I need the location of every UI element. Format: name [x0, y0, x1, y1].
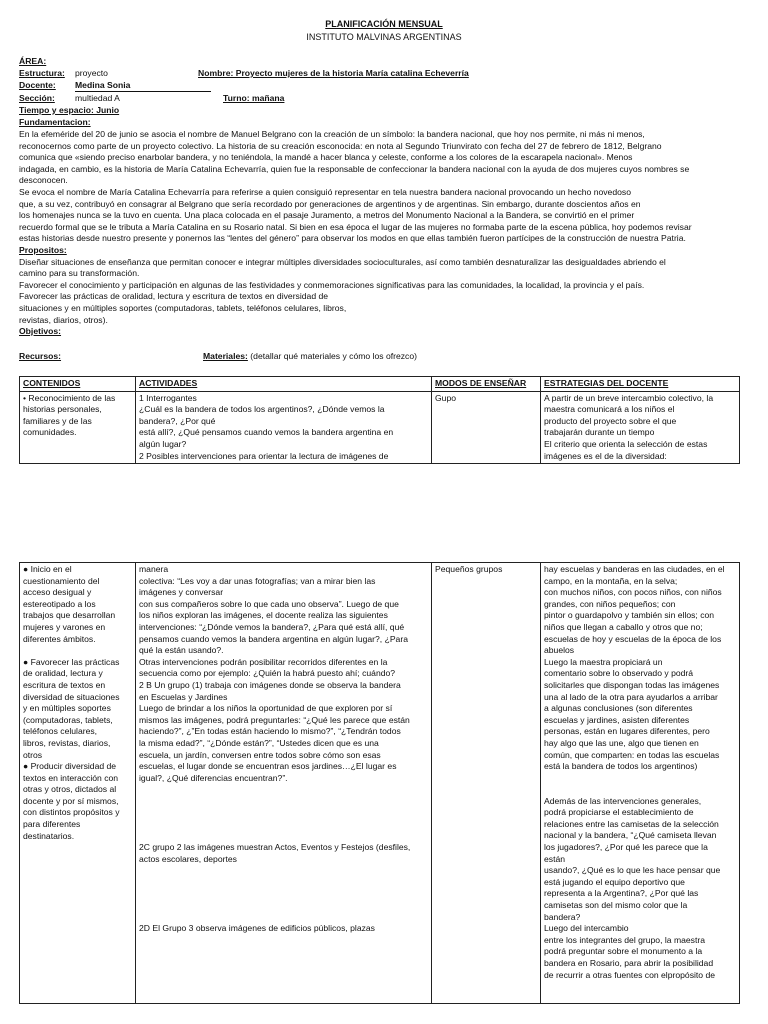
header-actividades: ACTIVIDADES — [136, 377, 432, 392]
area-label: ÁREA: — [19, 56, 47, 66]
estrategias-line: nacional y la bandera, “¿Qué camiseta llevan — [544, 830, 717, 841]
modos-cell: Gupo — [432, 391, 541, 464]
contenidos-line: con distintos propósitos y — [23, 807, 120, 818]
contenidos-line: mujeres y varones en — [23, 621, 106, 632]
estrategias-line: camisetas son del mismo color que la — [544, 900, 688, 911]
estrategias-line: de recurrir a otras fuentes con elpropósito de — [544, 969, 716, 980]
estrategias-line: escuelas y jardines, asisten diferentes — [544, 714, 690, 725]
materiales-label: Materiales: — [203, 351, 248, 361]
actividades-line: 2C grupo 2 las imágenes muestran Actos, Eventos y Festejos (desfiles, — [139, 842, 411, 853]
contenidos-line: textos en interacción con — [23, 772, 119, 783]
fundamentacion-line: comunica que «siendo preciso enarbolar bandera, y no teniéndola, la mandé a hacer blanca y celeste, conforme a los colores de la escarapela nacional». Menos — [19, 152, 633, 163]
seccion-label: Sección: — [19, 93, 55, 103]
actividades-line: 2 Posibles intervenciones para orientar la lectura de imágenes de — [139, 450, 389, 461]
estrategias-line: hay algo que las une, algo que tienen en — [544, 737, 699, 748]
estrategias-line: escuelas de hoy y escuelas de la época de los — [544, 633, 722, 644]
estrategias-line: entre los integrantes del grupo, la maestra — [544, 934, 705, 945]
actividades-line: los niños exploran las imágenes, el docente realiza las siguientes — [139, 610, 388, 621]
actividades-line: ¿Cuál es la bandera de todos los argentinos?, ¿Dónde vemos la — [139, 404, 385, 415]
actividades-line: secuencia como por ejemplo: ¿Quién la habrá puesto ahí; cuándo? — [139, 668, 396, 679]
estrategias-line: producto del proyecto sobre el que — [544, 415, 677, 426]
header-contenidos: CONTENIDOS — [20, 377, 136, 392]
estrategias-line: común, que comparten: en todas las escuelas — [544, 749, 720, 760]
fundamentacion-line: recuerdo formal que se le tributa a María Catalina en su Rosario natal. Si bien en esa época el lugar de las mujeres no formaba parte de la escena pública, hoy podemos revisar — [19, 221, 692, 232]
estrategias-line: abuelos — [544, 645, 575, 656]
fundamentacion-line: indagada, en cambio, es la historia de María Catalina Echevarría, quien fue la responsable de confeccionar la bandera nacional con la ayuda de dos mujeres cuyos nombres se — [19, 163, 690, 174]
estrategias-line: solicitarles que dispongan todas las imágenes — [544, 679, 720, 690]
actividades-line: haciendo?”, ¿”En todas están haciendo lo mismo?”, “¿Tendrán todos — [139, 726, 401, 737]
actividades-line: la misma edad?”, “¿Dónde están?”, “Ustedes dicen que es una — [139, 737, 379, 748]
estrategias-line: relaciones entre las camisetas de la selección — [544, 818, 719, 829]
fundamentacion-line: desconocen. — [19, 175, 68, 186]
actividades-line: algún lugar? — [139, 438, 187, 449]
contenidos-line: otras y otros, dictados al — [23, 784, 117, 795]
contenidos-line: y en múltiples soportes — [23, 703, 111, 714]
actividades-block — [139, 564, 428, 784]
recursos-label: Recursos: — [19, 351, 62, 361]
estrategias-line: Luego la maestra propiciará un — [544, 656, 663, 667]
actividades-line: manera — [139, 564, 169, 574]
estrategias-block — [544, 796, 736, 982]
actividades-line: actos escolares, deportes — [139, 853, 237, 864]
contenidos-line: otros — [23, 749, 43, 760]
estrategias-line: está jugando el equipo deportivo que — [544, 876, 685, 887]
contenidos-line: destinatarios. — [23, 830, 75, 841]
institution-name: INSTITUTO MALVINAS ARGENTINAS — [306, 32, 462, 42]
actividades-line: está allí?, ¿Qué pensamos cuando vemos la bandera argentina en — [139, 427, 394, 438]
header-estrategias: ESTRATEGIAS DEL DOCENTE — [541, 377, 740, 392]
estrategias-cell — [541, 391, 740, 464]
table-row — [20, 563, 740, 1004]
propositos-line: Diseñar situaciones de enseñanza que permitan conocer e integrar múltiples diversidades socioculturales, así como también desnaturalizar las desigualdades abriendo el — [19, 256, 666, 267]
actividades-line: escuelas, el lugar donde se encuentran esos jardines…¿El lugar es — [139, 761, 397, 772]
contenidos-line: acceso desigual y — [23, 587, 92, 598]
propositos-line: Favorecer el conocimiento y participación en algunas de las festividades y conmemoraciones significativas para las comunidades, la localidad, la provincia y el país. — [19, 279, 645, 290]
fundamentacion-line: estas historias desde nuestro presente y ponernos las “lentes del género” para observar los modos en que ellas también fueron partícipes de la construcción de nuestra Patria. — [19, 233, 686, 244]
actividades-line: intervenciones: “¿Dónde vemos la bandera?, ¿Para qué está allí, qué — [139, 621, 405, 632]
estrategias-line: Luego del intercambio — [544, 923, 629, 934]
estrategias-line: comentario sobre lo observado y podrá — [544, 668, 694, 679]
table-row — [20, 391, 740, 464]
contenidos-line — [23, 645, 132, 657]
contenidos-cell: • Reconocimiento de las historias personales, familiares y de las comunidades. — [20, 391, 136, 464]
estrategias-line: pintor o guardapolvo y también sin ellos; con — [544, 610, 715, 621]
fundamentacion-text — [19, 129, 739, 338]
modos-cell: Pequeños grupos — [432, 563, 541, 1004]
estrategias-line: los jugadores?, ¿Por qué les parece que la — [544, 842, 708, 853]
actividades-cell — [136, 563, 432, 1004]
actividades-line: pensamos cuando vemos la bandera argentina en algún lugar?, ¿Para — [139, 633, 408, 644]
estrategias-line: con muchos niños, con pocos niños, con niños — [544, 587, 722, 598]
fundamentacion-line: reconocernos como parte de un proyecto colectivo. La historia de su creación esconocida: en nota al Segundo Triunvirato con fecha del 27 de febrero de 1812, Belgrano — [19, 140, 662, 151]
estrategias-cell — [541, 563, 740, 1004]
estrategias-line: representa a la Argentina?, ¿Por qué las — [544, 888, 699, 899]
estrategias-line: Además de las intervenciones generales, — [544, 795, 702, 806]
estrategias-line: maestra comunicará a los niños el — [544, 404, 675, 415]
estrategias-line: trabajarán durante un tiempo — [544, 427, 655, 438]
estrategias-line: podrá preguntar sobre el monumento a la — [544, 946, 703, 957]
estrategias-line: están — [544, 853, 566, 864]
contenidos-line: estereotipado a los — [23, 598, 96, 609]
estructura-label: Estructura: — [19, 68, 65, 78]
actividades-line: 1 Interrogantes — [139, 392, 197, 403]
propositos-label: Propositos: — [19, 244, 67, 255]
actividades-block — [139, 923, 428, 935]
contenidos-line: diferentes ámbitos. — [23, 633, 96, 644]
materiales-line — [203, 351, 417, 363]
estrategias-line: bandera? — [544, 911, 581, 922]
estrategias-line: personas, están en lugares diferentes, pero — [544, 726, 710, 737]
estrategias-line: grandes, con niños pequeños; con — [544, 598, 676, 609]
table-header-row — [20, 377, 740, 392]
actividades-line: en Escuelas y Jardines — [139, 691, 228, 702]
estrategias-block — [544, 564, 736, 773]
fundamentacion-line: En la efeméride del 20 de junio se asocia el nombre de Manuel Belgrano con la creación de un símbolo: la bandera nacional, que hoy nos permite, ni más ni menos, — [19, 129, 645, 139]
estrategias-line: hay escuelas y banderas en las ciudades, en el — [544, 564, 725, 574]
contenidos-line: teléfonos celulares, — [23, 726, 98, 737]
actividades-line: Otras intervenciones podrán posibilitar recorridos diferentes en la — [139, 656, 388, 667]
contenidos-line: diversidad de situaciones — [23, 691, 120, 702]
actividades-line: mismos las imágenes, podrá preguntarles: “¿Qué les parece que están — [139, 714, 410, 725]
docente-value: Medina Sonia — [75, 80, 211, 92]
planning-table-1 — [19, 376, 740, 464]
estructura-value: proyecto — [75, 68, 108, 78]
estrategias-line: a algunas conclusiones (son diferentes — [544, 703, 693, 714]
actividades-line: 2 B Un grupo (1) trabaja con imágenes donde se observa la bandera — [139, 679, 401, 690]
propositos-line: revistas, diarios, otros). — [19, 314, 108, 325]
actividades-line: Luego de brindar a los niños la oportunidad de que exploren por sí — [139, 703, 393, 714]
seccion-value: multiedad A — [75, 93, 120, 103]
estrategias-line: una al lado de la otra para ayudarlos a arribar — [544, 691, 718, 702]
actividades-line: con sus compañeros sobre lo que cada uno observa”. Luego de que — [139, 598, 399, 609]
document-title: PLANIFICACIÓN MENSUAL — [325, 19, 443, 29]
estrategias-line: niños que llegan a caballo y otros que no; — [544, 621, 703, 632]
planning-table-2 — [19, 562, 740, 1004]
contenidos-line: ● Producir diversidad de — [23, 761, 117, 772]
contenidos-line: escritura de textos en — [23, 679, 106, 690]
fundamentacion-line: Se evoca el nombre de María Catalina Echevarría para referirse a quien consiguió representar en tela nuestra bandera nacional provocando un hecho novedoso — [19, 186, 631, 197]
estrategias-line: usando?, ¿Qué es lo que les hace pensar que — [544, 865, 721, 876]
actividades-line: igual?, ¿Qué diferencias encuentran?”. — [139, 772, 288, 783]
estrategias-line: está la bandera de todos los argentinos) — [544, 761, 698, 772]
actividades-line: escuela, un jardín, conversen entre todos sobre cómo son esas — [139, 749, 381, 760]
actividades-block — [139, 842, 428, 865]
contenidos-line: cuestionamiento del — [23, 575, 100, 586]
tiempo-label: Tiempo y espacio: Junio — [19, 105, 120, 115]
contenidos-line: para diferentes — [23, 819, 81, 830]
objetivos-label: Objetivos: — [19, 326, 62, 337]
header-modos: MODOS DE ENSEÑAR — [432, 377, 541, 392]
propositos-line: Favorecer las prácticas de oralidad, lectura y escritura de textos en diversidad de — [19, 291, 329, 302]
docente-label: Docente: — [19, 80, 56, 90]
nombre-label: Nombre: Proyecto mujeres de la historia María catalina Echeverría — [198, 68, 469, 78]
estrategias-line: campo, en la montaña, en la selva; — [544, 575, 678, 586]
fundamentacion-line: que, a su vez, contribuyó en consagrar al Belgrano que sería recordado por generaciones de argentinos y de argentinas. Sin embargo, durante doscientos años en — [19, 198, 641, 209]
fundamentacion-line: los homenajes nunca se la tuvo en cuenta. Una placa colocada en el pasaje Juramento, a metros del Monumento Nacional a la Bandera, se convirtió en el primer — [19, 210, 635, 221]
propositos-line: situaciones y en múltiples soportes (computadoras, tablets, teléfonos celulares, libros, — [19, 302, 347, 313]
estrategias-line: bandera en Rosario, para abrir la posibilidad — [544, 958, 714, 968]
actividades-line: imágenes y conversar — [139, 587, 224, 598]
contenidos-line: (computadoras, tablets, — [23, 714, 113, 725]
actividades-cell — [136, 391, 432, 464]
contenidos-line: de oralidad, lectura y — [23, 668, 103, 679]
propositos-line: camino para su transformación. — [19, 268, 140, 279]
contenidos-cell — [20, 563, 136, 1004]
actividades-line: bandera?, ¿Por qué — [139, 415, 216, 426]
materiales-value: (detallar qué materiales y cómo los ofrezco) — [250, 351, 417, 361]
actividades-line: qué la están usando?. — [139, 645, 224, 656]
fundamentacion-label: Fundamentacion: — [19, 117, 91, 127]
estrategias-line: podrá propiciarse el establecimiento de — [544, 807, 694, 818]
estrategias-line: El criterio que orienta la selección de estas — [544, 438, 708, 449]
estrategias-line: A partir de un breve intercambio colectivo, la — [544, 392, 714, 403]
contenidos-line: docente y por sí mismos, — [23, 795, 119, 806]
contenidos-line: trabajos que desarrollan — [23, 610, 116, 621]
contenidos-line: libros, revistas, diarios, — [23, 737, 111, 748]
contenidos-line: ● Inicio en el — [23, 564, 72, 574]
turno-label: Turno: mañana — [223, 93, 285, 103]
contenidos-line: ● Favorecer las prácticas — [23, 656, 120, 667]
actividades-line: 2D El Grupo 3 observa imágenes de edificios públicos, plazas — [139, 923, 375, 934]
actividades-line: colectiva: “Les voy a dar unas fotografías; van a mirar bien las — [139, 575, 376, 586]
estrategias-line: imágenes es el de la diversidad: — [544, 450, 667, 461]
